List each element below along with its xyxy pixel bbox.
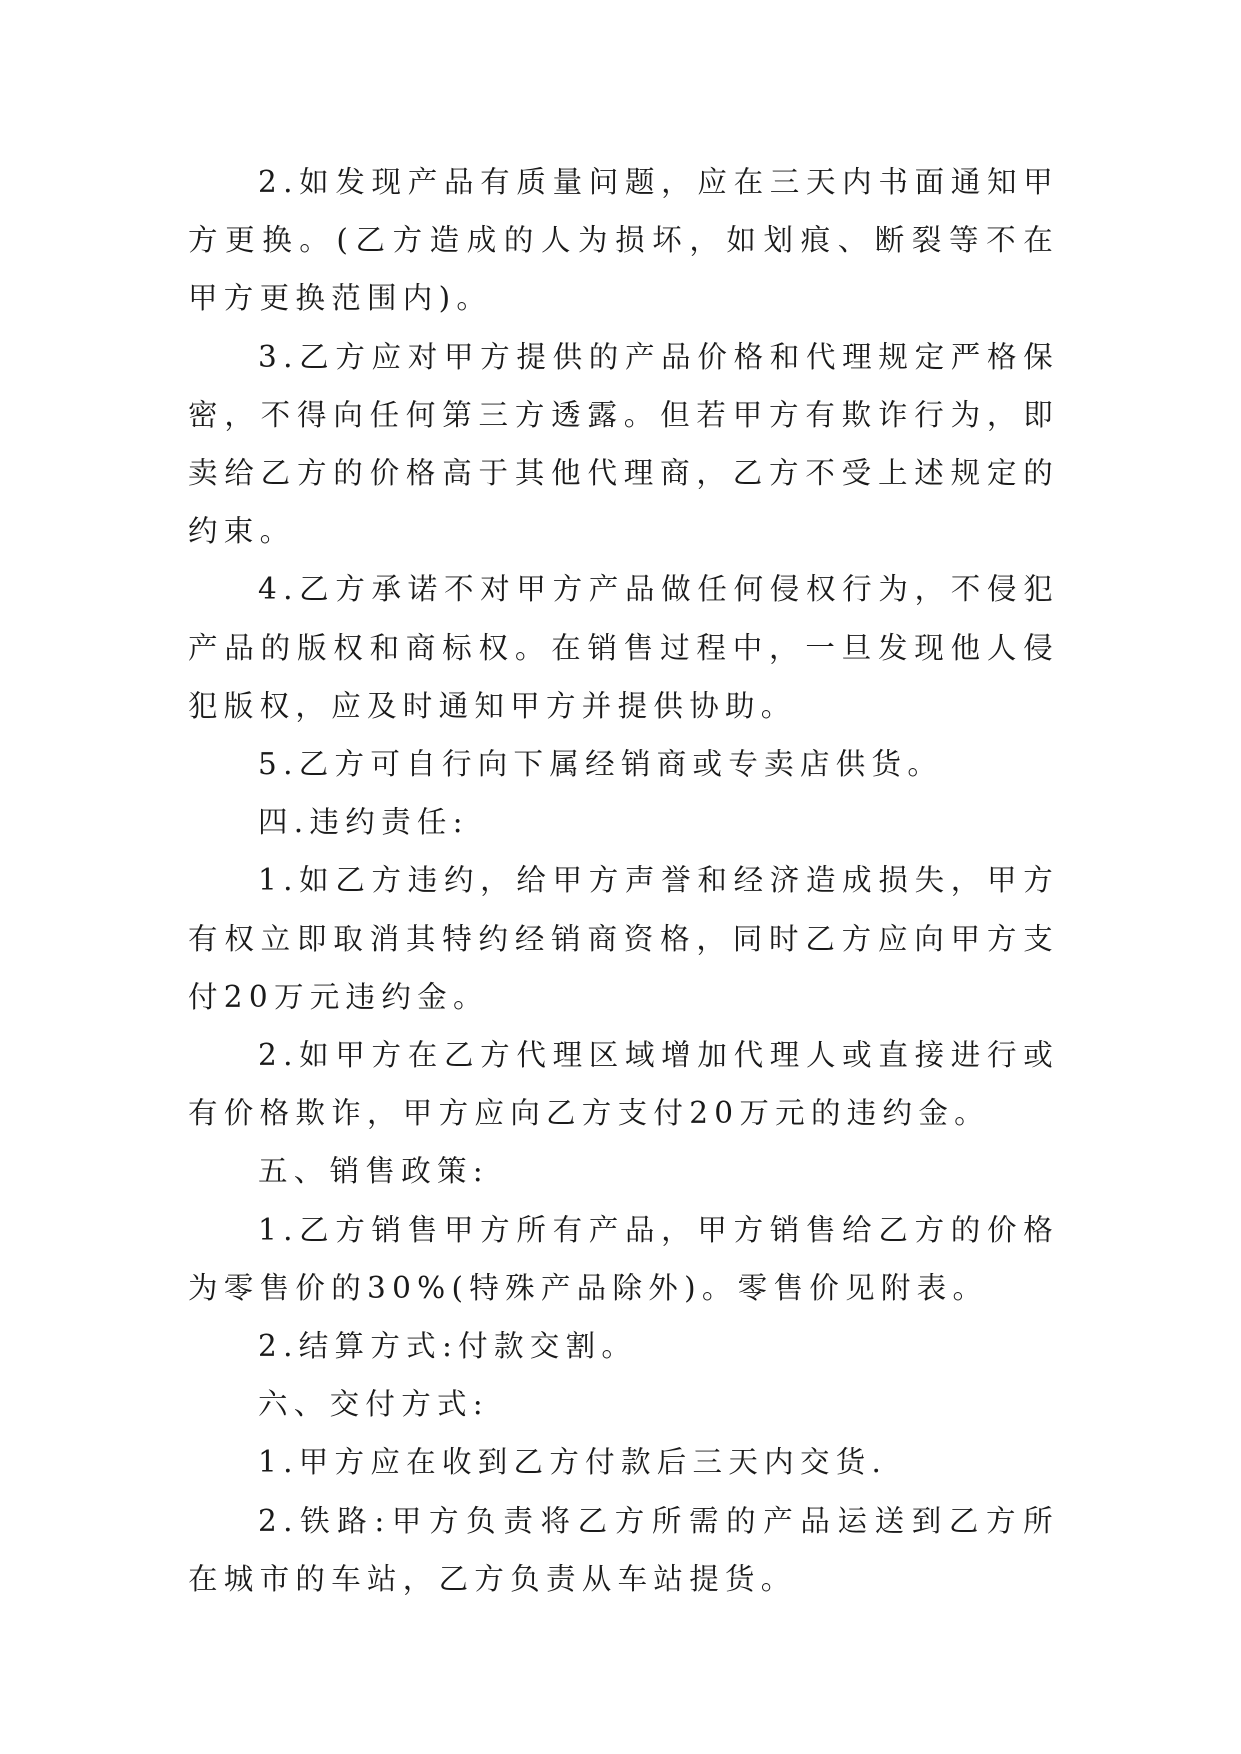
section-heading-sales-policy: 五、销售政策: — [258, 1154, 490, 1189]
paragraph-confidentiality: 3.乙方应对甲方提供的产品价格和代理规定严格保密，不得向任何第三方透露。但若甲方有欺诈行为，即卖给乙方的价格高于其他代理商，乙方不受上述规定的约束。 — [188, 339, 1059, 549]
paragraph-delivery-time: 1.甲方应在收到乙方付款后三天内交货. — [258, 1445, 888, 1480]
paragraph-supply-dealers: 5.乙方可自行向下属经销商或专卖店供货。 — [258, 747, 944, 782]
paragraph-no-infringement: 4.乙方承诺不对甲方产品做任何侵权行为，不侵犯产品的版权和商标权。在销售过程中，一旦发现他人侵犯版权，应及时通知甲方并提供协助。 — [188, 572, 1059, 723]
paragraph-settlement: 2.结算方式:付款交割。 — [258, 1329, 638, 1364]
section-heading-delivery: 六、交付方式: — [258, 1387, 490, 1422]
paragraph-party-b-breach: 1.如乙方违约，给甲方声誉和经济造成损失，甲方有权立即取消其特约经销商资格，同时乙方应向甲方支付20万元违约金。 — [188, 863, 1059, 1014]
section-heading-breach-liability: 四.违约责任: — [258, 805, 469, 840]
paragraph-railway: 2.铁路:甲方负责将乙方所需的产品运送到乙方所在城市的车站，乙方负责从车站提货。 — [188, 1503, 1059, 1596]
paragraph-quality-issue: 2.如发现产品有质量问题，应在三天内书面通知甲方更换。(乙方造成的人为损坏，如划痕、断裂等不在甲方更换范围内)。 — [188, 165, 1059, 316]
paragraph-party-a-breach: 2.如甲方在乙方代理区域增加代理人或直接进行或有价格欺诈，甲方应向乙方支付20万元的违约金。 — [188, 1038, 1059, 1131]
paragraph-pricing: 1.乙方销售甲方所有产品，甲方销售给乙方的价格为零售价的30%(特殊产品除外)。零售价见附表。 — [188, 1212, 1059, 1305]
